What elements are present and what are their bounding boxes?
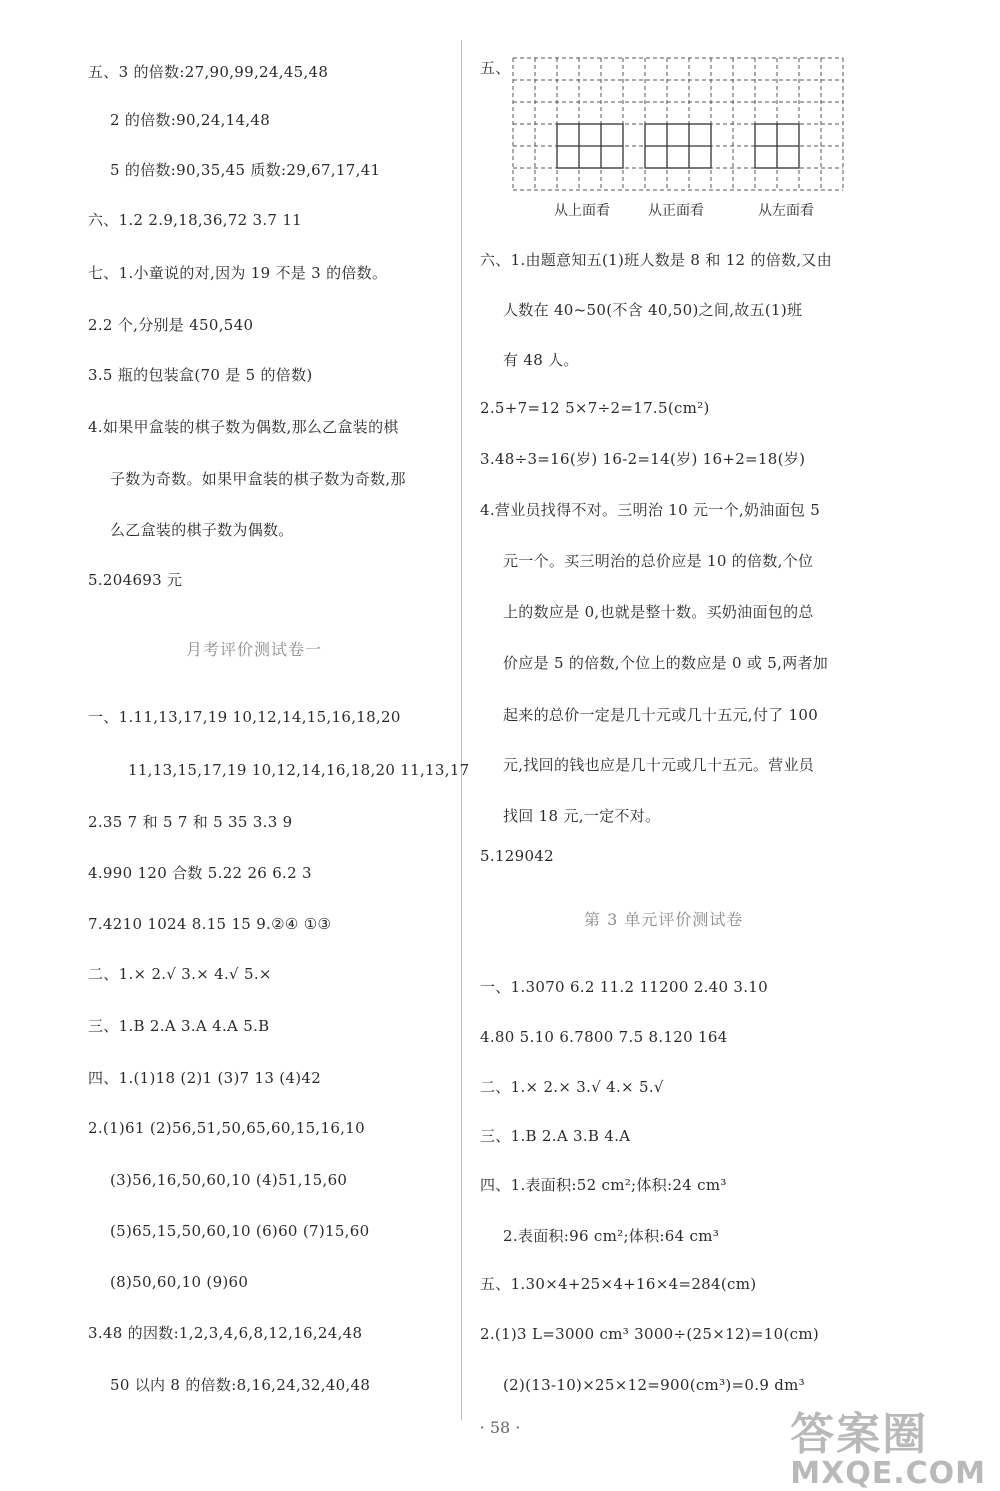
page-number: · 58 · bbox=[479, 1418, 521, 1437]
right-answer-line: 三、1.B 2.A 3.B 4.A bbox=[480, 1127, 631, 1145]
left-answer-line: 2.(1)61 (2)56,51,50,65,60,15,16,10 bbox=[88, 1119, 365, 1137]
left-answer-line: 7.4210 1024 8.15 15 9.②④ ①③ bbox=[88, 915, 332, 933]
left-answer-line: 三、1.B 2.A 3.A 4.A 5.B bbox=[88, 1017, 270, 1035]
watermark-logo bbox=[790, 1398, 986, 1491]
left-answer-line: 七、1.小童说的对,因为 19 不是 3 的倍数。 bbox=[88, 264, 388, 282]
right-answer-line: 4.80 5.10 6.7800 7.5 8.120 164 bbox=[480, 1028, 728, 1046]
watermark-top-text: 答案圈 bbox=[790, 1409, 929, 1460]
left-answer-line: 11,13,15,17,19 10,12,14,16,18,20 11,13,17 bbox=[128, 761, 470, 779]
right-answer-line: 价应是 5 的倍数,个位上的数应是 0 或 5,两者加 bbox=[503, 654, 829, 672]
right-answer-line: 上的数应是 0,也就是整十数。买奶油面包的总 bbox=[503, 603, 814, 621]
right-answer-line: 五、1.30×4+25×4+16×4=284(cm) bbox=[480, 1275, 757, 1293]
section-title-monthly-test: 月考评价测试卷一 bbox=[186, 640, 323, 659]
right-answer-line: 六、1.由题意知五(1)班人数是 8 和 12 的倍数,又由 bbox=[480, 251, 833, 269]
right-answer-line: 元,找回的钱也应是几十元或几十五元。营业员 bbox=[503, 756, 815, 774]
left-answer-line: 2.2 个,分别是 450,540 bbox=[88, 316, 254, 334]
view-squares bbox=[557, 124, 799, 168]
left-answer-line: 5 的倍数:90,35,45 质数:29,67,17,41 bbox=[110, 161, 381, 179]
left-answer-line: (3)56,16,50,60,10 (4)51,15,60 bbox=[110, 1171, 348, 1189]
watermark-bottom-text: MXQE.COM bbox=[790, 1456, 986, 1491]
right-answer-line: 二、1.× 2.× 3.√ 4.× 5.√ bbox=[480, 1078, 664, 1096]
left-answer-line: 六、1.2 2.9,18,36,72 3.7 11 bbox=[88, 211, 303, 229]
caption-front-view: 从正面看 bbox=[648, 203, 704, 219]
right-answer-line: 一、1.3070 6.2 11.2 11200 2.40 3.10 bbox=[480, 978, 768, 996]
right-answer-line: 4.营业员找得不对。三明治 10 元一个,奶油面包 5 bbox=[480, 501, 821, 519]
left-answer-line: (8)50,60,10 (9)60 bbox=[110, 1273, 249, 1291]
column-divider bbox=[461, 40, 462, 1420]
left-answer-line: 5.204693 元 bbox=[88, 571, 183, 589]
left-answer-line: 3.48 的因数:1,2,3,4,6,8,12,16,24,48 bbox=[88, 1324, 363, 1342]
caption-top-view: 从上面看 bbox=[554, 203, 610, 219]
left-answer-line: 50 以内 8 的倍数:8,16,24,32,40,48 bbox=[110, 1376, 371, 1394]
left-answer-line: 2.35 7 和 5 7 和 5 35 3.3 9 bbox=[88, 813, 293, 831]
left-answer-line: 2 的倍数:90,24,14,48 bbox=[110, 111, 271, 129]
right-answer-line: 5.129042 bbox=[480, 847, 554, 865]
right-answer-line: 四、1.表面积:52 cm²;体积:24 cm³ bbox=[480, 1176, 727, 1194]
left-answer-line: 二、1.× 2.√ 3.× 4.√ 5.× bbox=[88, 965, 272, 983]
left-answer-line: 3.5 瓶的包装盒(70 是 5 的倍数) bbox=[88, 366, 313, 384]
section-title-unit3-test: 第 3 单元评价测试卷 bbox=[584, 910, 744, 929]
dashed-grid-svg bbox=[502, 52, 862, 222]
right-answer-line: (2)(13-10)×25×12=900(cm³)=0.9 dm³ bbox=[503, 1376, 805, 1394]
grid-question-label: 五、 bbox=[480, 59, 511, 77]
left-answer-line: 4.如果甲盒装的棋子数为偶数,那么乙盒装的棋 bbox=[88, 418, 399, 436]
right-answer-line: 2.表面积:96 cm²;体积:64 cm³ bbox=[503, 1227, 720, 1245]
right-answer-line: 3.48÷3=16(岁) 16-2=14(岁) 16+2=18(岁) bbox=[480, 450, 806, 468]
right-answer-line: 2.(1)3 L=3000 cm³ 3000÷(25×12)=10(cm) bbox=[480, 1325, 820, 1343]
left-answer-line: 子数为奇数。如果甲盒装的棋子数为奇数,那 bbox=[110, 470, 406, 488]
caption-left-view: 从左面看 bbox=[758, 203, 814, 219]
right-answer-line: 有 48 人。 bbox=[503, 351, 579, 369]
left-answer-line: 么乙盒装的棋子数为偶数。 bbox=[110, 521, 294, 539]
left-answer-line: 五、3 的倍数:27,90,99,24,45,48 bbox=[88, 63, 329, 81]
left-answer-line: 4.990 120 合数 5.22 26 6.2 3 bbox=[88, 864, 312, 882]
left-answer-line: 一、1.11,13,17,19 10,12,14,15,16,18,20 bbox=[88, 708, 401, 726]
right-answer-line: 找回 18 元,一定不对。 bbox=[503, 807, 661, 825]
left-answer-line: (5)65,15,50,60,10 (6)60 (7)15,60 bbox=[110, 1222, 370, 1240]
right-answer-line: 元一个。买三明治的总价应是 10 的倍数,个位 bbox=[503, 552, 814, 570]
right-answer-line: 人数在 40~50(不含 40,50)之间,故五(1)班 bbox=[503, 301, 803, 319]
left-answer-line: 四、1.(1)18 (2)1 (3)7 13 (4)42 bbox=[88, 1069, 322, 1087]
right-answer-line: 2.5+7=12 5×7÷2=17.5(cm²) bbox=[480, 399, 710, 417]
right-answer-line: 起来的总价一定是几十元或几十五元,付了 100 bbox=[503, 706, 819, 724]
